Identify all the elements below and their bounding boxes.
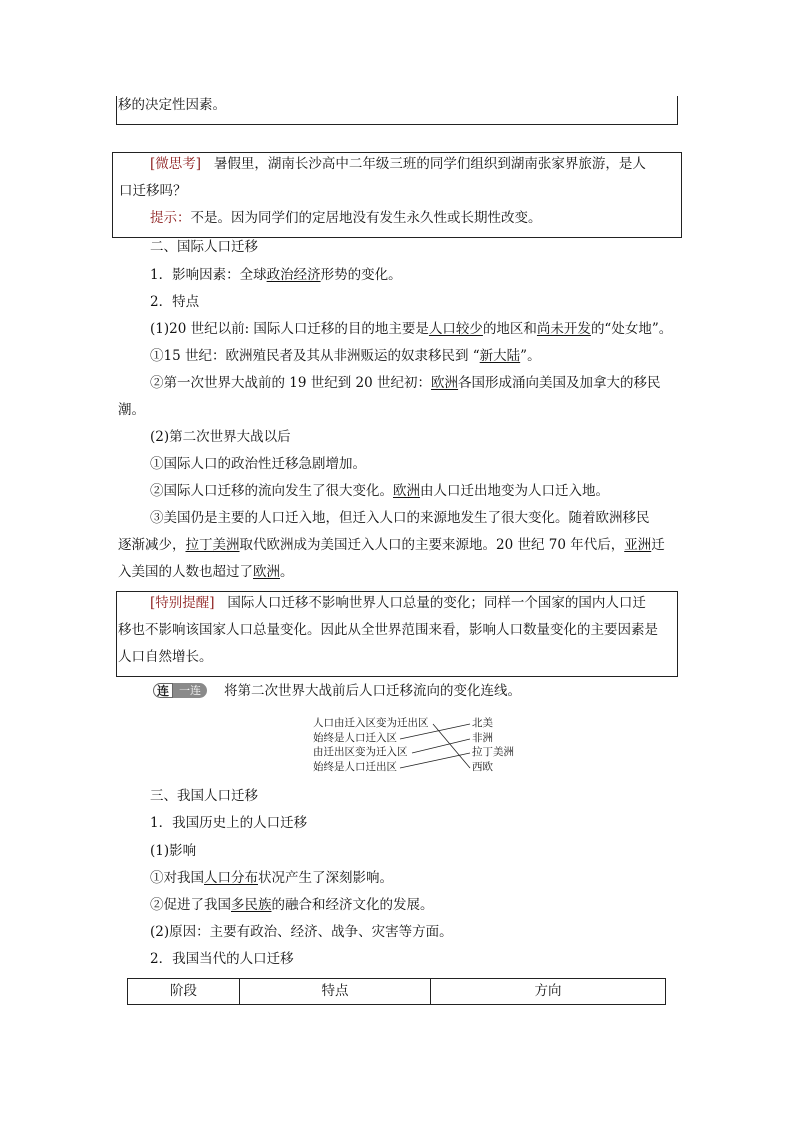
right-item-1: 北美 [472,717,493,729]
table-header-cell: 阶段 [128,979,240,1005]
connect-line [400,753,470,768]
section-2-c2: ②第一次世界大战前的 19 世纪到 20 世纪初：欧洲各国形成涌向美国及加拿大的移民 [150,375,661,391]
blank: 亚洲 [624,537,652,553]
migration-table [127,978,666,1005]
section-3-item2: 2．我国当代的人口迁移 [150,951,294,967]
think-question-line1: [微思考] 暑假里，湖南长沙高中二年级三班的同学们组织到湖南张家界旅游，是人 [150,156,646,172]
section-2-d3-line2: 逐渐减少，拉丁美洲取代欧洲成为美国迁入人口的主要来源地。20 世纪 70 年代后，亚洲迁 [118,537,665,553]
reminder-line1: [特别提醒] 国际人口迁移不影响世界人口总量的变化；同样一个国家的国内人口迁 [150,595,646,611]
connect-instruction: 将第二次世界大战前后人口迁移流向的变化连线。 [224,683,521,699]
section-3-heading: 三、我国人口迁移 [150,788,258,804]
think-hint: 提示：不是。因为同学们的定居地没有发生永久性或长期性改变。 [150,210,542,226]
section-2-d2: ②国际人口迁移的流向发生了很大变化。欧洲由人口迁出地变为人口迁入地。 [150,483,609,499]
reminder-label: [特别提醒] [150,595,215,611]
blank: 尚未开发 [536,321,591,337]
section-2-d1: ①国际人口的政治性迁移急剧增加。 [150,456,366,472]
table-header-cell: 方向 [431,979,666,1005]
section-2-item1: 1．影响因素：全球政治经济形势的变化。 [150,267,402,283]
left-item-2: 始终是人口迁入区 [313,732,397,744]
section-2-item2: 2．特点 [150,294,200,310]
blank: 多民族 [231,897,272,913]
left-item-4: 始终是人口迁出区 [313,761,397,773]
connect-tag: 连 一连 [153,683,207,698]
section-3-e2: ②促进了我国多民族的融合和经济文化的发展。 [150,897,434,913]
section-2-c1: ①15 世纪：欧洲殖民者及其从非洲贩运的奴隶移民到 “新大陆”。 [150,348,541,364]
section-2-d3-line1: ③美国仍是主要的人口迁入地，但迁入人口的来源地发生了很大变化。随着欧洲移民 [150,510,650,526]
reminder-line3: 人口自然增长。 [118,649,213,665]
blank: 欧洲 [253,564,280,580]
blank: 人口分布 [204,870,258,886]
right-item-2: 非洲 [472,732,493,744]
table-header-cell: 特点 [240,979,431,1005]
blank: 拉丁美洲 [185,537,240,553]
right-item-3: 拉丁美洲 [472,746,514,758]
reminder-line2: 移也不影响该国家人口总量变化。因此从全世界范围来看，影响人口数量变化的主要因素是 [118,622,658,638]
section-2-d3-line3: 入美国的人数也超过了欧洲。 [118,564,294,580]
blank: 新大陆 [479,348,521,364]
section-3-item1: 1．我国历史上的人口迁移 [150,815,308,831]
section-3-e1: ①对我国人口分布状况产生了深刻影响。 [150,870,393,886]
blank: 欧洲 [431,375,459,391]
blank: 欧洲 [393,483,420,499]
hint-label: 提示： [150,210,191,226]
left-item-1: 人口由迁入区变为迁出区 [313,717,429,729]
blank: 人口较少 [428,321,483,337]
blank: 政治经济 [266,267,321,283]
connect-line [412,739,470,753]
left-item-3: 由迁出区变为迁入区 [313,746,408,758]
section-2-heading: 二、国际人口迁移 [150,239,258,255]
section-2-p2: (2)第二次世界大战以后 [150,429,291,445]
section-3-p2: (2)原因：主要有政治、经济、战争、灾害等方面。 [150,924,453,940]
section-2-p1: (1)20 世纪以前: 国际人口迁移的目的地主要是人口较少的地区和尚未开发的“处女地”。 [150,321,673,337]
right-item-4: 西欧 [472,761,493,773]
table-header-row [128,979,666,1005]
think-question-line2: 口迁移吗？ [119,183,187,199]
section-3-p1: (1)影响 [150,843,197,859]
continued-box-text: 移的决定性因素。 [118,97,226,113]
think-label: [微思考] [150,156,202,172]
section-2-c2-line2: 潮。 [118,402,145,418]
